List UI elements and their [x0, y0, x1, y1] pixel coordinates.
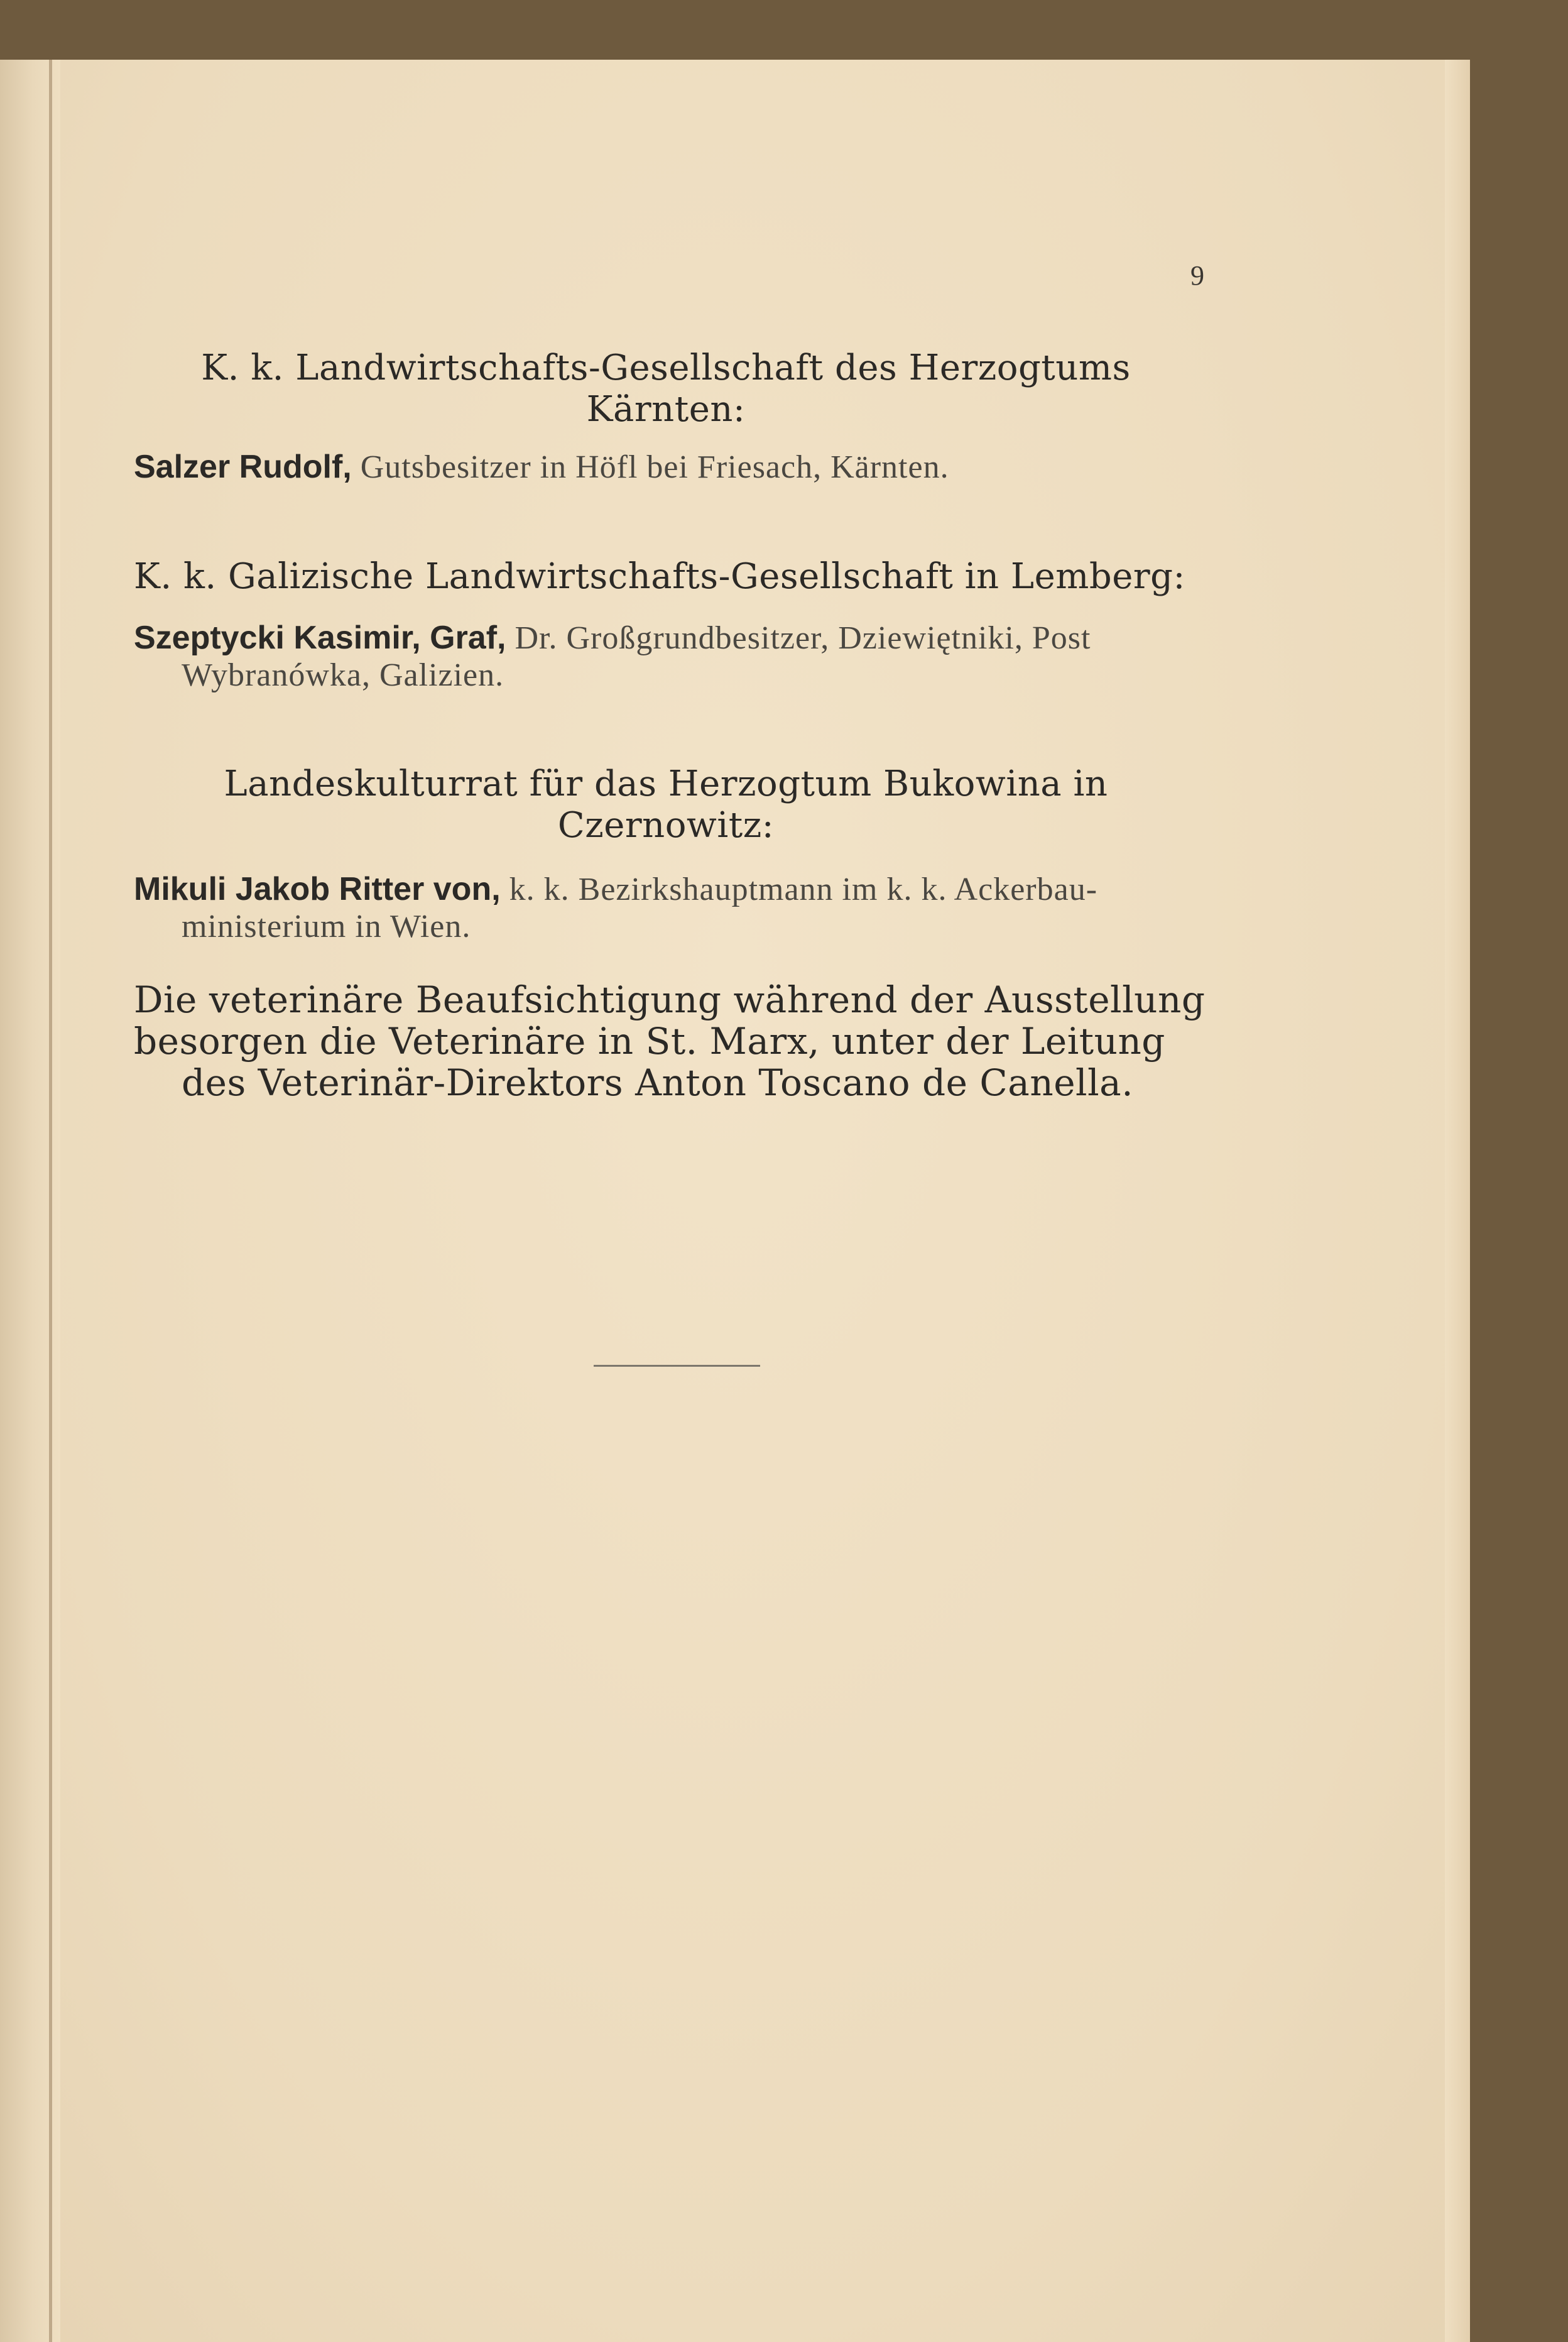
member-entry-szeptycki — [134, 619, 1091, 657]
note-line-3: des Veterinär-Direktors Anton Toscano de Canella. — [182, 1061, 1134, 1104]
member-details-continuation: Wybranówka, Galizien. — [182, 657, 504, 693]
note-line-1: Die veterinäre Beaufsichtigung während der Ausstellung — [134, 978, 1206, 1021]
section-heading-carinthia-line-1: K. k. Landwirtschafts-Gesellschaft des Herzogtums — [201, 347, 1131, 388]
section-heading-bukovina-line-1: Landeskulturrat für das Herzogtum Bukowina in — [224, 763, 1108, 804]
member-details: Dr. Großgrundbesitzer, Dziewiętniki, Post — [506, 620, 1091, 656]
member-name: Szeptycki Kasimir, Graf, — [134, 620, 506, 656]
member-details: k. k. Bezirkshauptmann im k. k. Ackerbau- — [500, 872, 1098, 907]
member-details-continuation: ministerium in Wien. — [182, 909, 471, 944]
page-edge-shadow — [1445, 60, 1470, 2342]
section-divider-rule — [594, 1365, 760, 1367]
section-heading-bukovina-line-2: Czernowitz: — [557, 805, 775, 846]
section-heading-carinthia-line-2: Kärnten: — [586, 389, 746, 430]
member-entry-salzer — [134, 448, 949, 486]
page-number: 9 — [1190, 260, 1204, 291]
member-details: Gutsbesitzer in Höfl bei Friesach, Kärnten. — [351, 449, 949, 485]
binding-edge-line — [49, 60, 52, 2342]
member-name: Mikuli Jakob Ritter von, — [134, 871, 501, 907]
member-entry-mikuli — [134, 870, 1097, 908]
member-name: Salzer Rudolf, — [134, 449, 352, 485]
section-heading-galicia: K. k. Galizische Landwirtschafts-Gesellschaft in Lemberg: — [134, 556, 1185, 597]
document-page — [0, 60, 1470, 2342]
note-line-2: besorgen die Veterinäre in St. Marx, unter der Leitung — [134, 1020, 1165, 1063]
